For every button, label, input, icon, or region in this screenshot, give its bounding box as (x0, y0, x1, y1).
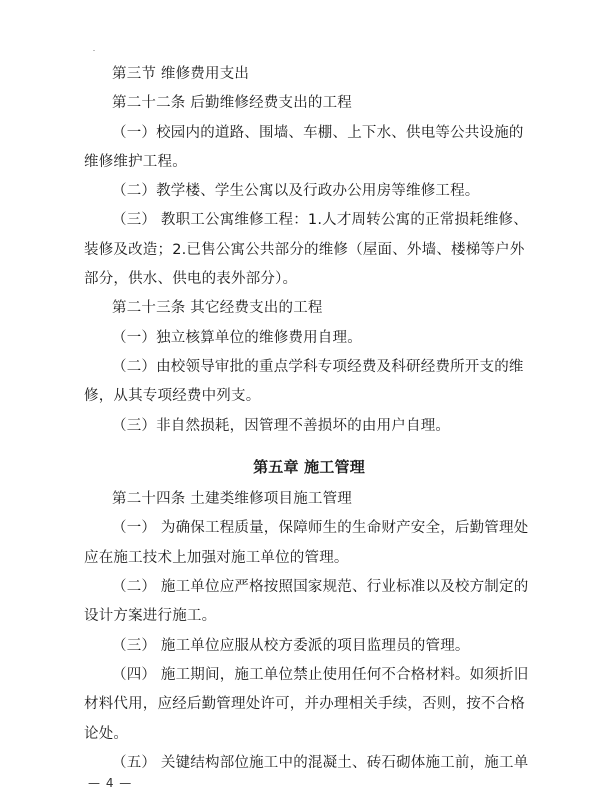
paragraph-line: （五） 关键结构部位施工中的混凝土、砖石砌体施工前，施工单 (112, 754, 529, 771)
scan-mark (93, 50, 95, 51)
paragraph-line: （三） 施工单位应服从校方委派的项目监理员的管理。 (112, 637, 470, 654)
paragraph-line: 设计方案进行施工。 (84, 608, 217, 625)
article-heading: 第二十三条 其它经费支出的工程 (112, 300, 323, 317)
paragraph-line: 应在施工技术上加强对施工单位的管理。 (84, 549, 349, 566)
article-heading: 第二十二条 后勤维修经费支出的工程 (112, 95, 353, 112)
paragraph-line: 论处。 (84, 725, 129, 742)
paragraph-line: 修，从其专项经费中列支。 (84, 388, 261, 405)
paragraph-line: （三）非自然损耗，因管理不善损坏的由用户自理。 (112, 417, 451, 434)
paragraph-line: 材料代用，应经后勤管理处许可，并办理相关手续，否则，按不合格 (84, 696, 525, 713)
spacer (84, 441, 534, 453)
paragraph-line: （四） 施工期间，施工单位禁止使用任何不合格材料。如须折旧 (112, 666, 529, 683)
paragraph-line: 维修维护工程。 (84, 153, 187, 170)
paragraph-line: （一）校园内的道路、围墙、车棚、上下水、供电等公共设施的 (112, 124, 524, 141)
paragraph-line: 装修及改造；2.已售公寓公共部分的维修（屋面、外墙、楼梯等户外 (84, 241, 525, 258)
paragraph-line: （二）由校领导审批的重点学科专项经费及科研经费所开支的维 (112, 358, 524, 375)
paragraph-line: （三） 教职工公寓维修工程：1.人才周转公寓的正常损耗维修、 (112, 212, 528, 229)
paragraph-line: （二） 施工单位应严格按照国家规范、行业标准以及校方制定的 (112, 579, 529, 596)
page-number: — 4 — (88, 776, 133, 790)
document-body (84, 60, 534, 778)
chapter-title: 第五章 施工管理 (253, 457, 365, 476)
paragraph-line: （一） 为确保工程质量，保障师生的生命财产安全，后勤管理处 (112, 520, 529, 537)
paragraph-line: （二）教学楼、学生公寓以及行政办公用房等维修工程。 (112, 183, 480, 200)
paragraph-line: 部分，供水、供电的表外部分）。 (84, 271, 298, 288)
paragraph-line: （一）独立核算单位的维修费用自理。 (112, 329, 362, 346)
section-heading: 第三节 维修费用支出 (112, 66, 250, 82)
article-heading: 第二十四条 土建类维修项目施工管理 (112, 491, 353, 508)
